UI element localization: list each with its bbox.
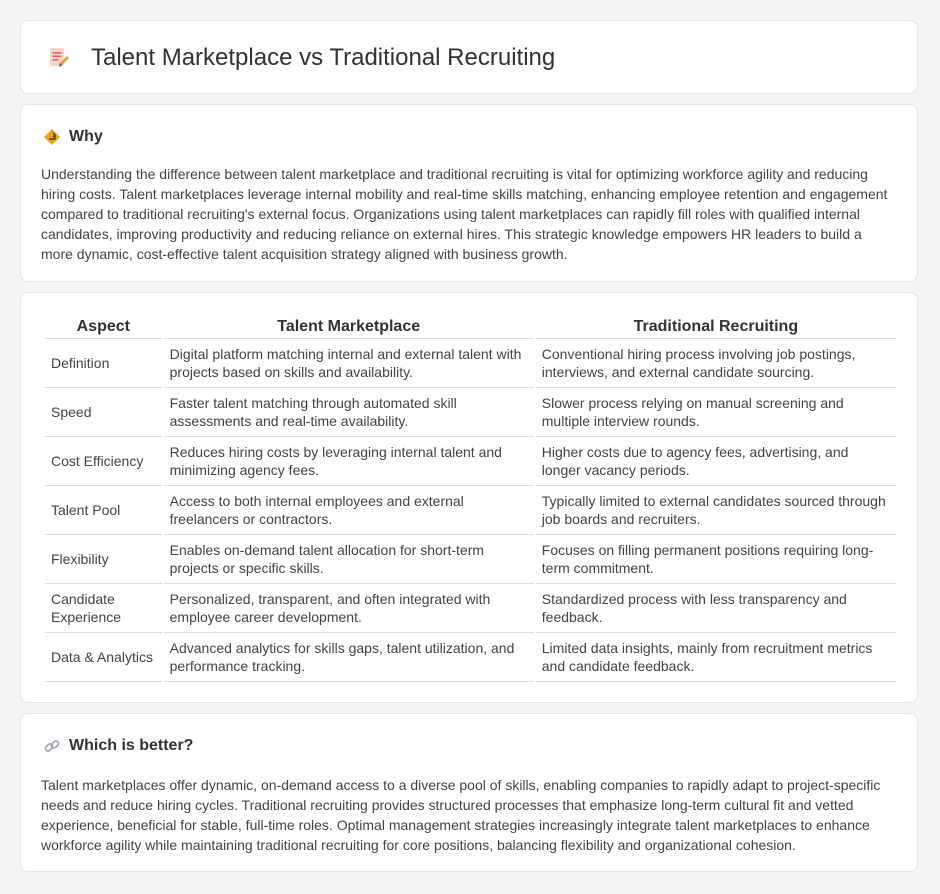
aspect-cell: Talent Pool: [45, 486, 162, 535]
aspect-cell: Flexibility: [45, 535, 162, 584]
traditional-recruiting-cell: Slower process relying on manual screening and multiple interview rounds.: [536, 388, 896, 437]
header-aspect: Aspect: [45, 316, 162, 339]
page-title: Talent Marketplace vs Traditional Recruiting: [91, 44, 556, 71]
talent-marketplace-cell: Faster talent matching through automated skill assessments and real-time availability.: [164, 388, 534, 437]
traditional-recruiting-cell: Limited data insights, mainly from recruitment metrics and candidate feedback.: [536, 633, 896, 682]
better-heading: [43, 736, 193, 756]
which-is-better-section: [20, 713, 918, 872]
document-pencil-icon: [47, 46, 71, 70]
why-title: Why: [69, 128, 103, 145]
diamond-warning-icon: [43, 128, 61, 146]
traditional-recruiting-cell: Standardized process with less transparency and feedback.: [536, 584, 896, 633]
talent-marketplace-cell: Advanced analytics for skills gaps, talent utilization, and performance tracking.: [164, 633, 534, 682]
table-row: [45, 437, 896, 486]
aspect-cell: Cost Efficiency: [45, 437, 162, 486]
aspect-cell: Candidate Experience: [45, 584, 162, 633]
why-text: Understanding the difference between talent marketplace and traditional recruiting is vital for optimizing workforce agility and reducing hiring costs. Talent marketplaces leverage internal mobility and real-time skills matching, enhancing employee retention and engagement compared to traditional recruiting's external focus. Organizations using talent marketplaces can rapidly fill roles with qualified internal candidates, improving productivity and reducing reliance on external hires. This strategic knowledge empowers HR leaders to build a more dynamic, cost-effective talent acquisition strategy aligned with business growth.: [41, 166, 888, 262]
talent-marketplace-cell: Personalized, transparent, and often integrated with employee career development.: [164, 584, 534, 633]
why-section: [20, 104, 918, 282]
better-title: Which is better?: [69, 737, 194, 754]
traditional-recruiting-cell: Focuses on filling permanent positions requiring long-term commitment.: [536, 535, 896, 584]
talent-marketplace-cell: Digital platform matching internal and external talent with projects based on skills and availability.: [164, 339, 534, 388]
talent-marketplace-cell: Enables on-demand talent allocation for short-term projects or specific skills.: [164, 535, 534, 584]
talent-marketplace-cell: Access to both internal employees and external freelancers or contractors.: [164, 486, 534, 535]
header-talent-marketplace: Talent Marketplace: [164, 316, 534, 339]
header-traditional-recruiting: Traditional Recruiting: [536, 316, 896, 339]
traditional-recruiting-cell: Higher costs due to agency fees, advertising, and longer vacancy periods.: [536, 437, 896, 486]
table-row: [45, 584, 896, 633]
table-row: [45, 388, 896, 437]
table-row: [45, 535, 896, 584]
traditional-recruiting-cell: Typically limited to external candidates sourced through job boards and recruiters.: [536, 486, 896, 535]
aspect-cell: Speed: [45, 388, 162, 437]
traditional-recruiting-cell: Conventional hiring process involving job postings, interviews, and external candidate sourcing.: [536, 339, 896, 388]
comparison-table: [43, 316, 898, 682]
aspect-cell: Definition: [45, 339, 162, 388]
comparison-table-card: [20, 292, 918, 703]
table-row: [45, 486, 896, 535]
header-card: [20, 20, 918, 94]
talent-marketplace-cell: Reduces hiring costs by leveraging internal talent and minimizing agency fees.: [164, 437, 534, 486]
better-text: Talent marketplaces offer dynamic, on-demand access to a diverse pool of skills, enabling companies to rapidly adapt to project-specific needs and reduce hiring cycles. Traditional recruiting provides structured processes that emphasize long-term cultural fit and vetted experience, beneficial for stable, full-time roles. Optimal management strategies increasingly integrate talent marketplaces to enhance workforce agility while maintaining traditional recruiting for core positions, balancing flexibility and organizational cohesion.: [41, 777, 881, 853]
aspect-cell: Data & Analytics: [45, 633, 162, 682]
link-icon: [43, 737, 61, 755]
why-heading: [43, 127, 103, 147]
table-header-row: [45, 316, 896, 339]
table-row: [45, 339, 896, 388]
table-row: [45, 633, 896, 682]
